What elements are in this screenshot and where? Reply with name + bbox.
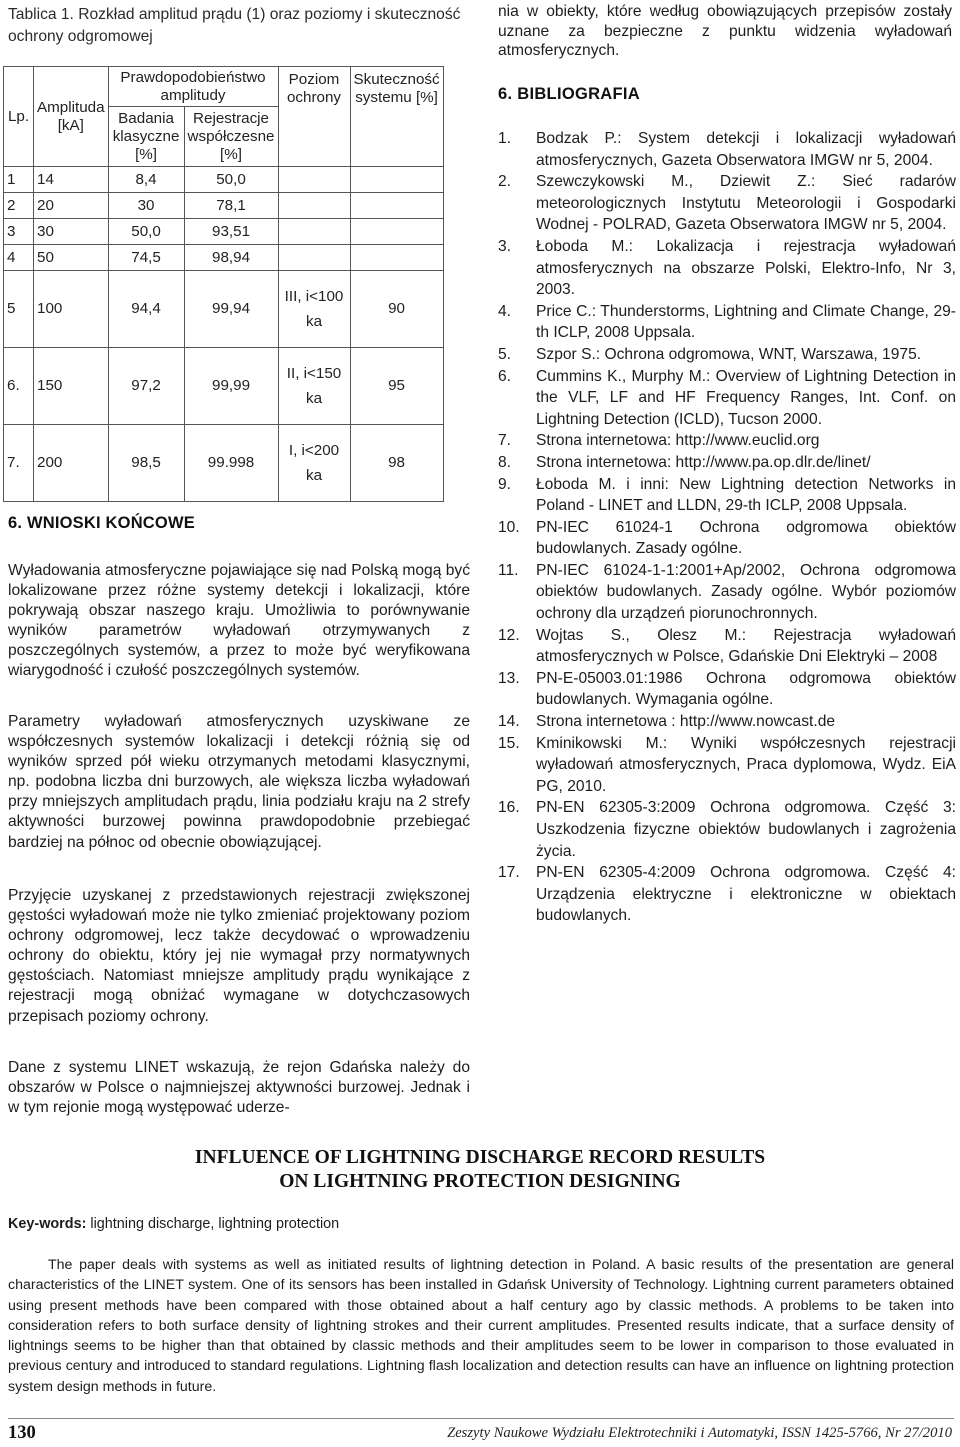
header-efficiency: Skuteczność systemu [%]: [350, 67, 443, 167]
journal-footer: Zeszyty Naukowe Wydziału Elektrotechniki i Automatyki, ISSN 1425-5766, Nr 27/2010: [447, 1425, 952, 1441]
bibliography-item: [498, 625, 956, 668]
footer-divider: [8, 1418, 954, 1419]
bib-num: 3.: [498, 237, 512, 255]
bib-num: 13.: [498, 669, 520, 687]
bibliography-item: [498, 171, 956, 236]
bib-text: Strona internetowa: http://www.euclid.org: [536, 432, 820, 450]
bibliography-item: [498, 128, 956, 171]
cell-level: II, i<150 ka: [278, 348, 350, 425]
bibliography-item: [498, 430, 956, 452]
bibliography-item: [498, 668, 956, 711]
bib-num: 6.: [498, 367, 512, 385]
bib-num: 17.: [498, 864, 520, 882]
bib-text: Price C.: Thunderstorms, Lightning and Climate Change, 29-th ICLP, 2008 Uppsala.: [536, 302, 956, 342]
header-level: Poziom ochrony: [278, 67, 350, 167]
cell-eff: [350, 167, 443, 193]
bib-num: 1.: [498, 130, 512, 147]
cell-modern: 50,0: [184, 167, 278, 193]
cell-amp: 200: [34, 425, 109, 502]
bib-num: 7.: [498, 432, 512, 450]
header-modern: Rejestracje współczesne [%]: [184, 107, 278, 167]
conclusions-heading: 6. WNIOSKI KOŃCOWE: [8, 514, 195, 532]
keywords: [8, 1216, 339, 1232]
cell-modern: 99.998: [184, 425, 278, 502]
table-row: [4, 348, 444, 425]
conclusions-paragraph-4: Dane z systemu LINET wskazują, że rejon Gdańska należy do obszarów w Polsce o najmniejszej aktywności burzowej. Jednak i w tym rejonie mogą występować uderze-: [8, 1059, 470, 1117]
bib-text: PN-E-05003.01:1986 Ochrona odgromowa obiektów budowlanych. Wymagania ogólne.: [536, 669, 956, 709]
cell-level: [278, 219, 350, 245]
bibliography-item: [498, 517, 956, 560]
keywords-text: lightning discharge, lightning protection: [90, 1216, 340, 1232]
cell-modern: 93,51: [184, 219, 278, 245]
cell-lp: 5: [4, 271, 34, 348]
cell-level: [278, 167, 350, 193]
english-title: [0, 1146, 960, 1194]
conclusions-paragraph-2: Parametry wyładowań atmosferycznych uzyskiwane ze współczesnych systemów lokalizacji i detekcji różnią się od wyników sprzed pół wieku otrzymanych metodami klasycznymi, np. podobna liczba dni burzowych, ale większa liczba wyładowań przy mniejszych amplitudach prądu, linia podziału kraju na 2 strefy aktywności burzowej powinna prawdopodobnie przebiegać bardziej na północ od obecnie obowiązującej.: [8, 713, 470, 851]
bibliography-list: [498, 128, 956, 927]
bibliography-item: [498, 560, 956, 625]
cell-lp: 4: [4, 245, 34, 271]
bib-text: PN-EN 62305-4:2009 Ochrona odgromowa. Część 4: Urządzenia elektryczne i elektroniczne w obiektach budowlanych.: [536, 864, 956, 925]
cell-eff: 95: [350, 348, 443, 425]
bib-text: Kminikowski M.: Wyniki współczesnych rejestracji wyładowań atmosferycznych, Praca dyplomowa, Wydz. EiA PG, 2010.: [536, 734, 956, 795]
bibliography-item: [498, 366, 956, 431]
cell-modern: 78,1: [184, 193, 278, 219]
header-amplitude: Amplituda [kA]: [34, 67, 109, 167]
bibliography-item: [498, 797, 956, 862]
cell-eff: [350, 245, 443, 271]
bibliography-item: [498, 344, 956, 366]
cell-classic: 30: [108, 193, 184, 219]
table-row: [4, 193, 444, 219]
english-title-line-1: INFLUENCE OF LIGHTNING DISCHARGE RECORD RESULTS: [194, 1147, 766, 1168]
cell-eff: 98: [350, 425, 443, 502]
bib-text: Strona internetowa: http://www.pa.op.dlr.de/linet/: [536, 453, 871, 471]
bib-text: Bodzak P.: System detekcji i lokalizacji wyładowań atmosferycznych, Gazeta Obserwatora IMGW nr 5, 2004.: [536, 130, 956, 169]
table-row: [4, 219, 444, 245]
cell-modern: 99,94: [184, 271, 278, 348]
bibliography-item: [498, 236, 956, 301]
bib-num: 2.: [498, 173, 512, 191]
cell-level: [278, 193, 350, 219]
bib-num: 16.: [498, 799, 520, 817]
bib-text: Wojtas S., Olesz M.: Rejestracja wyładowań atmosferycznych w Polsce, Gdańskie Dni Elektryki – 2008: [536, 626, 956, 666]
cell-classic: 97,2: [108, 348, 184, 425]
bib-text: Strona internetowa : http://www.nowcast.de: [536, 713, 836, 731]
bibliography-item: [498, 862, 956, 927]
bib-text: PN-IEC 61024-1 Ochrona odgromowa obiektów budowlanych. Zasady ogólne.: [536, 518, 956, 558]
cell-classic: 98,5: [108, 425, 184, 502]
cell-lp: 2: [4, 193, 34, 219]
cell-modern: 99,99: [184, 348, 278, 425]
bib-num: 4.: [498, 302, 512, 320]
header-classic: Badania klasyczne [%]: [108, 107, 184, 167]
conclusions-paragraph-3: Przyjęcie uzyskanej z przedstawionych rejestracji zwiększonej gęstości wyładowań może nie tylko zmieniać projektowany poziom ochrony odgromowej, lecz także decydować o wprowadzeniu ochrony do obiektu, który jej nie wymagał przy normatywnych gęstościach. Natomiast mniejsze amplitudy prądu wynikające z rejestracji mogą obniżać wymagane w dotychczasowych przepisach poziomy ochrony.: [8, 887, 470, 1025]
bib-num: 10.: [498, 518, 520, 536]
conclusions-continuation: nia w obiekty, które według obowiązujących przepisów zostały uznane za bezpieczne z punktu widzenia wyładowań atmosferycznych.: [498, 3, 952, 59]
bibliography-heading: 6. BIBLIOGRAFIA: [498, 85, 641, 103]
bib-num: 12.: [498, 626, 520, 644]
cell-lp: 3: [4, 219, 34, 245]
bib-text: Łoboda M.: Lokalizacja i rejestracja wyładowań atmosferycznych na obszarze Polski, Elektro-Info, Nr 3, 2003.: [536, 237, 956, 299]
bib-text: PN-IEC 61024-1-1:2001+Ap/2002, Ochrona odgromowa obiektów budowlanych. Zasady ogólne. Wybór poziomów ochrony dla urządzeń piorunochronnych.: [536, 561, 956, 623]
header-probability: Prawdopodobieństwo amplitudy: [108, 67, 278, 107]
cell-level: [278, 245, 350, 271]
bib-text: Szewczykowski M., Dziewit Z.: Sieć radarów meteorologicznych Instytutu Meteorologii i Gospodarki Wodnej - POLRAD, Gazeta Obserwatora IMGW nr 5, 2004.: [536, 173, 956, 234]
cell-amp: 14: [34, 167, 109, 193]
bib-num: 15.: [498, 734, 520, 752]
english-abstract: The paper deals with systems as well as initiated results of lightning detection in Poland. A basic results of the presentation are general characteristics of the LINET system. One of its sensors has been installed in Gdańsk University of Technology. Lightning current parameters obtained using present methods have been compared with those obtained about a half century ago by classic methods. A problems to be taken into consideration refers to both surface density of lightning strokes and their current amplitudes. Presented results indicate, that a surface density of lightnings seems to be higher than that obtained by classic methods and their amplitudes seem to be lower in comparison to those evaluated in previous century and introduced to standard regulations. Lightning flash localization and detection results can have an influence on lightning protection system design methods in future.: [8, 1257, 954, 1395]
cell-amp: 30: [34, 219, 109, 245]
cell-amp: 50: [34, 245, 109, 271]
bib-num: 14.: [498, 713, 520, 731]
cell-lp: 1: [4, 167, 34, 193]
cell-classic: 50,0: [108, 219, 184, 245]
amplitude-table: [3, 66, 444, 502]
cell-classic: 74,5: [108, 245, 184, 271]
cell-modern: 98,94: [184, 245, 278, 271]
cell-lp: 7.: [4, 425, 34, 502]
english-title-line-2: ON LIGHTNING PROTECTION DESIGNING: [279, 1171, 681, 1192]
table-row: [4, 425, 444, 502]
table-row: [4, 271, 444, 348]
bib-num: 9.: [498, 475, 512, 493]
bibliography-item: [498, 301, 956, 344]
bibliography-item: [498, 452, 956, 474]
bibliography-item: [498, 733, 956, 798]
table-row: [4, 167, 444, 193]
bib-num: 11.: [498, 561, 519, 579]
cell-amp: 100: [34, 271, 109, 348]
table-caption: Tablica 1. Rozkład amplitud prądu (1) oraz poziomy i skuteczność ochrony odgromowej: [8, 6, 461, 45]
bib-text: Cummins K., Murphy M.: Overview of Lightning Detection in the VLF, LF and HF Frequency Ranges, Int. Conf. on Lightning Detection (ICLD), Tucson 2000.: [536, 367, 956, 428]
cell-amp: 150: [34, 348, 109, 425]
header-lp: Lp.: [4, 67, 34, 167]
cell-lp: 6.: [4, 348, 34, 425]
cell-classic: 94,4: [108, 271, 184, 348]
cell-classic: 8,4: [108, 167, 184, 193]
cell-level: III, i<100 ka: [278, 271, 350, 348]
cell-amp: 20: [34, 193, 109, 219]
table-header-row: [4, 67, 444, 107]
conclusions-paragraph-1: Wyładowania atmosferyczne pojawiające się nad Polską mogą być lokalizowane przez różne systemy detekcji i lokalizacji, które pokrywają obszar naszego kraju. Umożliwia to porównywanie wyników parametrów wyładowań otrzymywanych z poszczególnych systemów, a przez to może być weryfikowana wiarygodność i czułość poszczególnych systemów.: [8, 562, 470, 680]
cell-level: I, i<200 ka: [278, 425, 350, 502]
bib-text: Szpor S.: Ochrona odgromowa, WNT, Warszawa, 1975.: [536, 345, 922, 363]
cell-eff: [350, 219, 443, 245]
bib-num: 8.: [498, 453, 512, 471]
bib-num: 5.: [498, 345, 512, 363]
keywords-label: Key-words:: [8, 1216, 87, 1232]
page-number: 130: [8, 1423, 36, 1443]
bib-text: Łoboda M. i inni: New Lightning detection Networks in Poland - LINET and LLDN, 29-th ICLP, 2008 Uppsala.: [536, 475, 956, 515]
bibliography-item: [498, 474, 956, 517]
cell-eff: 90: [350, 271, 443, 348]
cell-eff: [350, 193, 443, 219]
bib-text: PN-EN 62305-3:2009 Ochrona odgromowa. Część 3: Uszkodzenia fizyczne obiektów budowlanych i zagrożenia życia.: [536, 799, 956, 860]
bibliography-item: [498, 711, 956, 733]
table-row: [4, 245, 444, 271]
